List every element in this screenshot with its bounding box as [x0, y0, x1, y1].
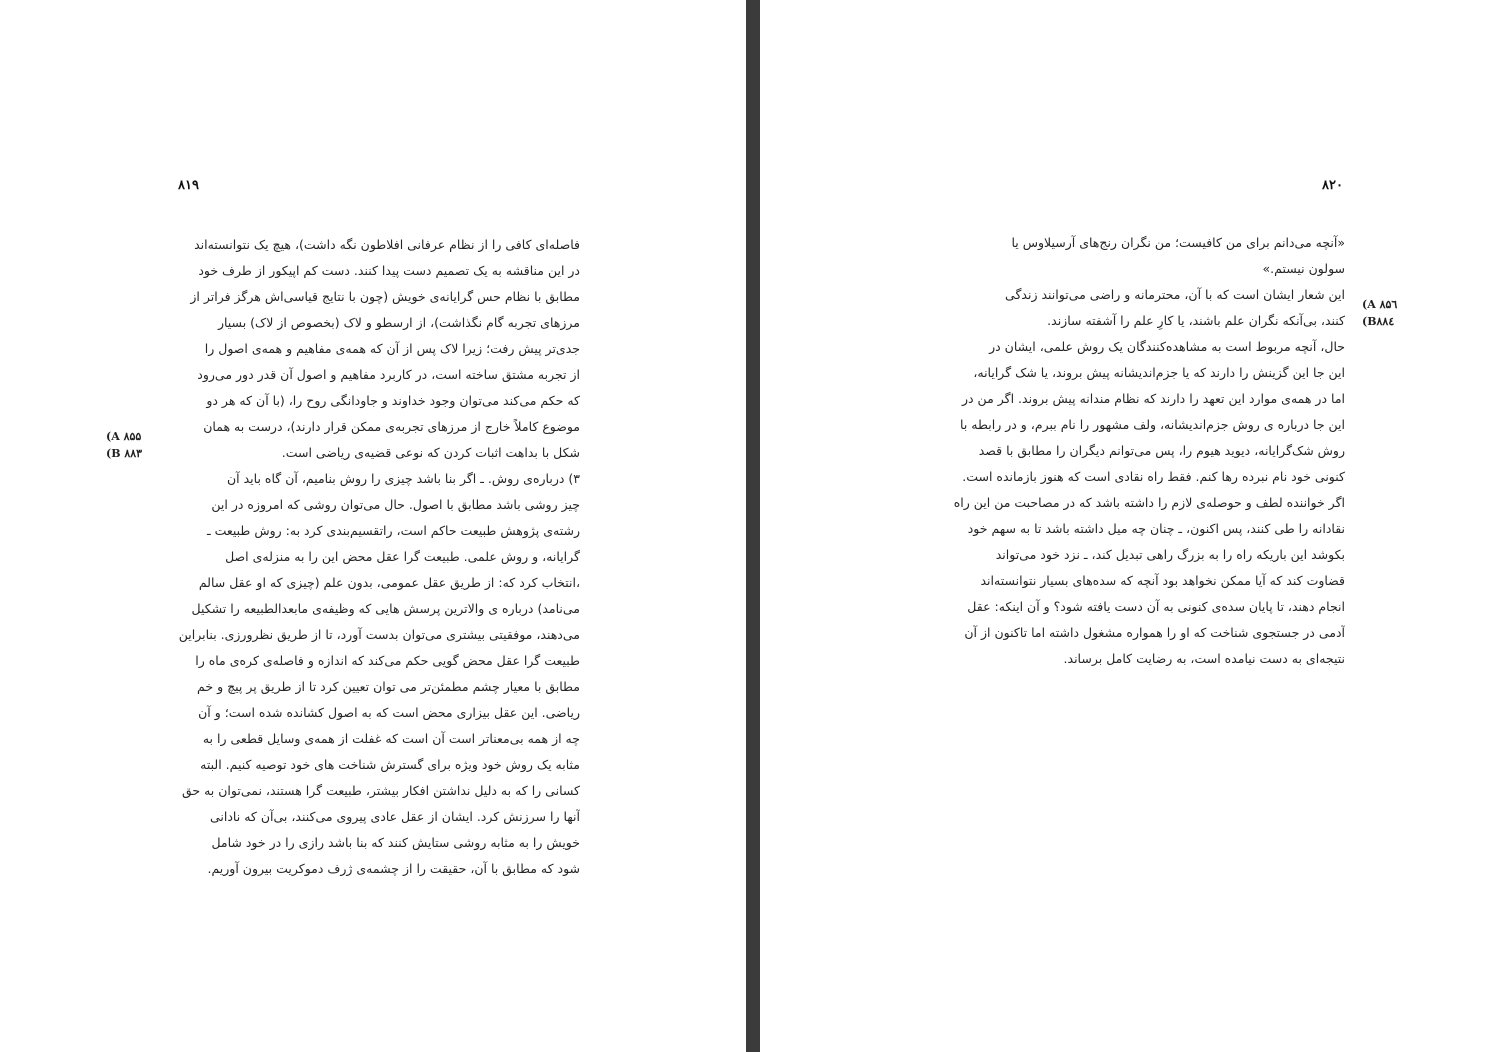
right-page-body	[925, 230, 1345, 672]
text-line: ریاضی. این عقل بیزاری محض است که به اصول کشانده شده است؛ و آن	[198, 705, 580, 720]
text-line: این جا درباره ی روش جزم‌اندیشانه، ولف مشهور را نام ببرم، و در رابطه با	[960, 417, 1345, 432]
text-line: رشته‌ی پژوهش طبیعت حاکم است، راتقسیم‌بندی کرد به: روش طبیعت ـ	[206, 523, 580, 538]
text-line: شکل با بداهت اثبات کردن که نوعی قضیه‌ی ریاضی است.	[281, 445, 580, 460]
text-line: که حکم می‌کند می‌توان وجود خداوند و جاودانگی روح را، (با آن که هر دو	[206, 393, 580, 408]
text-line: روش شک‌گرایانه، دیوید هیوم را، پس می‌توانم دیگران را مطابق با قصد	[978, 443, 1345, 458]
left-page	[0, 0, 746, 1052]
page-number-right: ۸۲۰	[1322, 178, 1343, 193]
text-line: جدی‌تر پیش رفت؛ زیرا لاک پس از آن که همه‌ی مفاهیم و همه‌ی اصول را	[204, 341, 580, 356]
text-line: شود که مطابق با آن، حقیقت را از چشمه‌ی ژرف دموکریت بیرون آوریم.	[207, 861, 580, 876]
text-line: مثابه یک روش خود ویژه برای گسترش شناخت های خود توصیه کنیم. البته	[200, 757, 580, 772]
margin-reference-b: (B۸۸٤	[1362, 315, 1395, 328]
text-line: سولون نیستم.»	[1262, 261, 1345, 276]
text-line: این شعار ایشان است که با آن، محترمانه و راضی می‌توانند زندگی	[1005, 287, 1345, 302]
text-line: از تجربه مشتق ساخته است، در کاربرد مفاهیم و اصول آن قدر دور می‌رود	[197, 367, 580, 382]
book-spine-divider	[746, 0, 760, 1052]
text-line: کنونی خود نام نبرده رها کنم. فقط راه نقادی است که هنوز بازمانده است.	[962, 469, 1345, 484]
page-number-left: ۸۱۹	[178, 178, 199, 193]
text-line: موضوع کاملاً خارج از مرزهای تجربه‌ی ممکن قرار دارند)، درست به همان	[203, 419, 580, 434]
margin-reference-left	[106, 428, 142, 462]
text-line: چیز روشی باشد مطابق با اصول. حال می‌توان روشی که امروزه در این	[211, 497, 580, 512]
text-line: کنند، بی‌آنکه نگران علم باشند، یا کارِ علم را آشفته سازند.	[1047, 313, 1345, 328]
text-line: ،انتخاب کرد که: از طریق عقل عمومی، بدون علم (چیزی که او عقل سالم	[198, 575, 580, 590]
text-line: آدمی در جستجوی شناخت که او را همواره مشغول داشته اما تاکنون از آن	[964, 625, 1345, 640]
text-line: اگر خواننده لطف و حوصله‌ی لازم را داشته باشد که در مصاحبت من این راه	[953, 495, 1345, 510]
text-line: «آنچه می‌دانم برای من کافیست؛ من نگران رنج‌های آرسیلاوس یا	[1011, 235, 1345, 250]
text-line: نقادانه را طی کنند، پس اکنون، ـ چنان چه میل داشته باشد تا به سهم خود	[967, 521, 1345, 536]
text-line: بکوشد این باریکه راه را به بزرگ راهی تبدیل کند، ـ نزد خود می‌تواند	[995, 547, 1345, 562]
text-line: مطابق با نظام حس گرایانه‌ی خویش (چون با نتایج قیاسی‌اش هرگز فراتر از	[190, 289, 580, 304]
margin-reference-right	[1362, 296, 1397, 330]
text-line: اما در همه‌ی موارد این تعهد را دارند که نظام مندانه پیش بروند. اگر من در	[961, 391, 1345, 406]
text-line: آنها را سرزنش کرد. ایشان از عقل عادی پیروی می‌کنند، بی‌آن که نادانی	[210, 809, 580, 824]
text-line: چه از همه بی‌معناتر است آن است که غفلت از همه‌ی وسایل قطعی را به	[202, 731, 580, 746]
margin-reference-a: (A ۸۵٦	[1362, 298, 1398, 311]
text-line: در این مناقشه به یک تصمیم دست پیدا کنند. دست کم اپیکور از طرف خود	[198, 263, 580, 278]
text-line: فاصله‌ای کافی را از نظام عرفانی افلاطون نگه داشت)، هیچ یک نتوانسته‌اند	[194, 237, 580, 252]
text-line: می‌نامد) درباره ی والاترین پرسش هایی که وظیفه‌ی مابعدالطبیعه را تشکیل	[191, 601, 580, 616]
text-line: خویش را به مثابه روشی ستایش کنند که بنا باشد رازی را در خود شامل	[211, 835, 580, 850]
text-line: می‌دهند، موفقیتی بیشتری می‌توان بدست آورد، تا از طریق نظرورزی. بنابراین	[178, 627, 580, 642]
text-line: قضاوت کند که آیا ممکن نخواهد بود آنچه که سده‌های بسیار نتوانسته‌اند	[980, 573, 1345, 588]
left-page-body	[160, 232, 580, 882]
text-line: این جا این گزینش را دارند که یا جزم‌اندیشانه پیش بروند، یا شک گرایانه،	[973, 365, 1345, 380]
margin-reference-a: (A ۸۵۵	[106, 430, 142, 443]
text-line: طبیعت گرا عقل محض گویی حکم می‌کند که اندازه و فاصله‌ی کره‌ی ماه را	[195, 653, 580, 668]
text-line: حال، آنچه مربوط است به مشاهده‌کنندگان یک روش علمی، ایشان در	[989, 339, 1345, 354]
text-line: مطابق با معیار چشم مطمئن‌تر می توان تعیین کرد تا از طریق پر پیچ و خم	[197, 679, 580, 694]
margin-reference-b: (B ۸۸۳	[106, 447, 143, 460]
text-line: نتیجه‌ای به دست نیامده است، به رضایت کامل برساند.	[1063, 651, 1345, 666]
text-line: ۳) درباره‌ی روش. ـ اگر بنا باشد چیزی را روش بنامیم، آن گاه باید آن	[227, 471, 580, 486]
text-line: کسانی را که به دلیل نداشتن افکار بیشتر، طبیعت گرا هستند، نمی‌توان به حق	[181, 783, 580, 798]
text-line: گرایانه، و روش علمی. طبیعت گرا عقل محض این را به منزله‌ی اصل	[225, 549, 580, 564]
text-line: انجام دهند، تا پایان سده‌ی کنونی به آن دست یافته شود؟ و آن اینکه: عقل	[967, 599, 1345, 614]
text-line: مرزهای تجربه گام نگذاشت)، از ارسطو و لاک (بخصوص از لاک) بسیار	[217, 315, 580, 330]
